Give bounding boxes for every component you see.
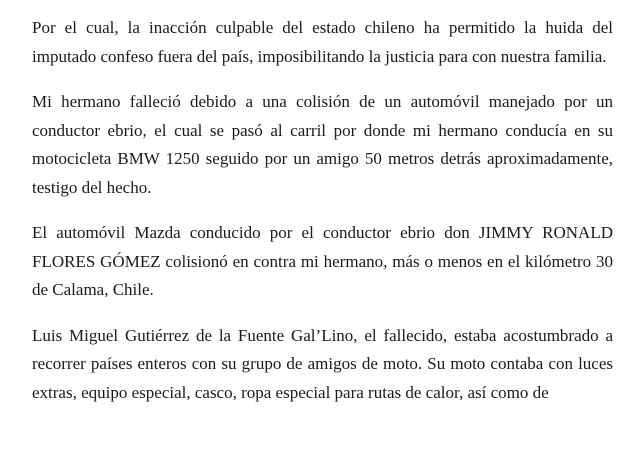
paragraph-driver-identification: El automóvil Mazda conducido por el conductor ebrio don JIMMY RONALD FLORES GÓMEZ colisionó en contra mi hermano, más o menos en el kilómetro 30 de Calama, Chile. — [32, 223, 613, 299]
paragraph-victim-background: Luis Miguel Gutiérrez de la Fuente Gal’Lino, el fallecido, estaba acostumbrado a recorrer países enteros con su grupo de amigos de moto. Su moto contaba con luces extras, equipo especial, casco, ropa especial para rutas de calor, así como de — [32, 325, 613, 402]
document-body — [32, 14, 613, 424]
paragraph-collision-description: Mi hermano falleció debido a una colisión de un automóvil manejado por un conductor ebrio, el cual se pasó al carril por donde mi hermano conducía en su motocicleta BMW 1250 seguido por un amigo 50 metros detrás aproximadamente, testigo del hecho. — [32, 92, 613, 197]
paragraph-state-inaction: Por el cual, la inacción culpable del estado chileno ha permitido la huida del imputado confeso fuera del país, imposibilitando la justicia para con nuestra familia. — [32, 18, 613, 66]
